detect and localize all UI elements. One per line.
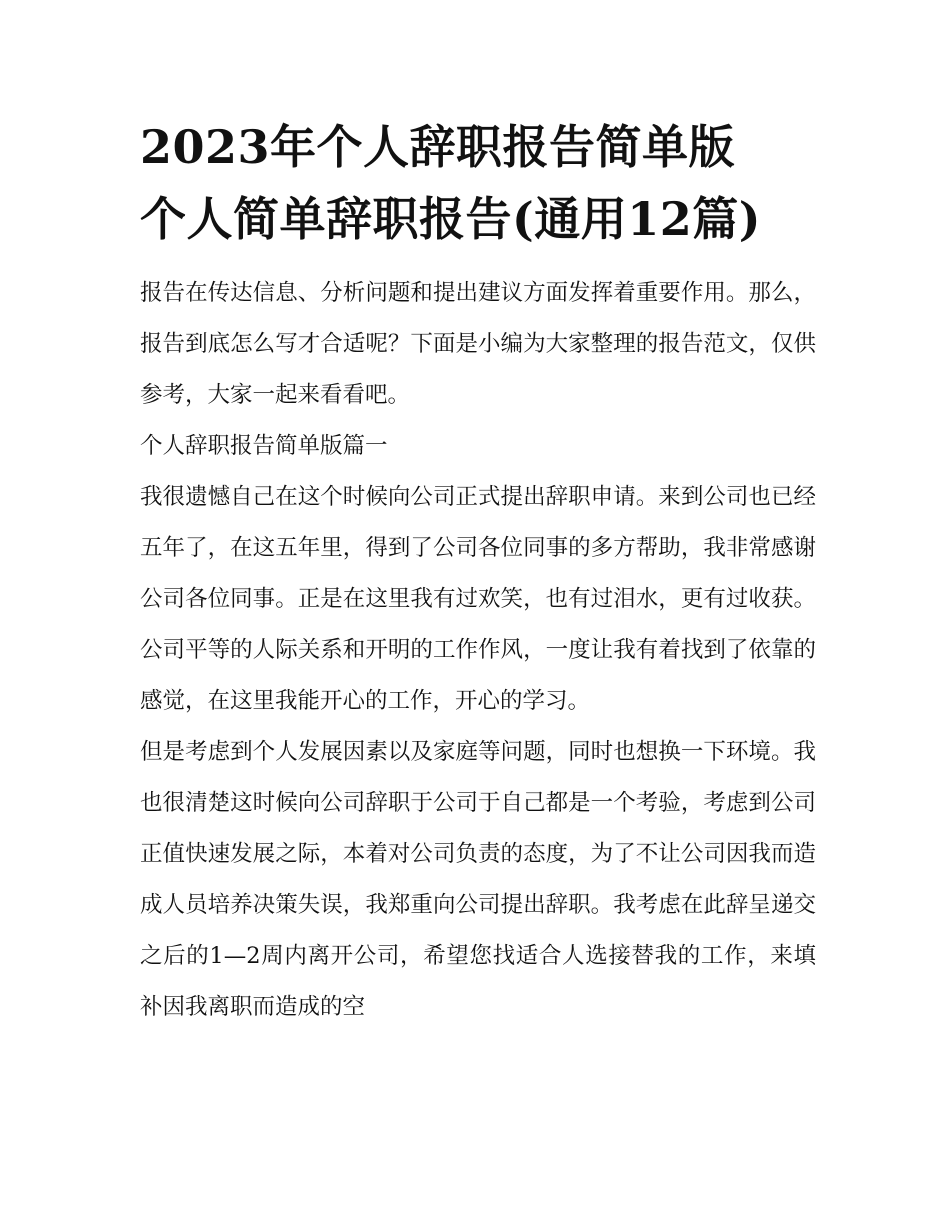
intro-paragraph: 报告在传达信息、分析问题和提出建议方面发挥着重要作用。那么，报告到底怎么写才合适呢？下面是小编为大家整理的报告范文，仅供参考，大家一起来看看吧。 [140,280,816,408]
title-line-2: 个人简单辞职报告(通用12篇) [140,192,762,246]
section-heading: 个人辞职报告简单版篇一 [140,433,388,459]
title-line-1: 2023年个人辞职报告简单版 [140,120,736,174]
document-title [140,118,816,248]
body-paragraph-2: 但是考虑到个人发展因素以及家庭等问题，同时也想换一下环境。我也很清楚这时候向公司辞职于公司于自己都是一个考验，考虑到公司正值快速发展之际，本着对公司负责的态度，为了不让公司因我而造成人员培养决策失误，我郑重向公司提出辞职。我考虑在此辞呈递交之后的1—2周内离开公司，希望您找适合人选接替我的工作，来填补因我离职而造成的空 [140,739,816,1020]
document-page [140,118,816,1033]
body-paragraph-1: 我很遗憾自己在这个时候向公司正式提出辞职申请。来到公司也已经五年了，在这五年里，得到了公司各位同事的多方帮助，我非常感谢公司各位同事。正是在这里我有过欢笑，也有过泪水，更有过收获。公司平等的人际关系和开明的工作作风，一度让我有着找到了依靠的感觉，在这里我能开心的工作，开心的学习。 [140,484,816,714]
